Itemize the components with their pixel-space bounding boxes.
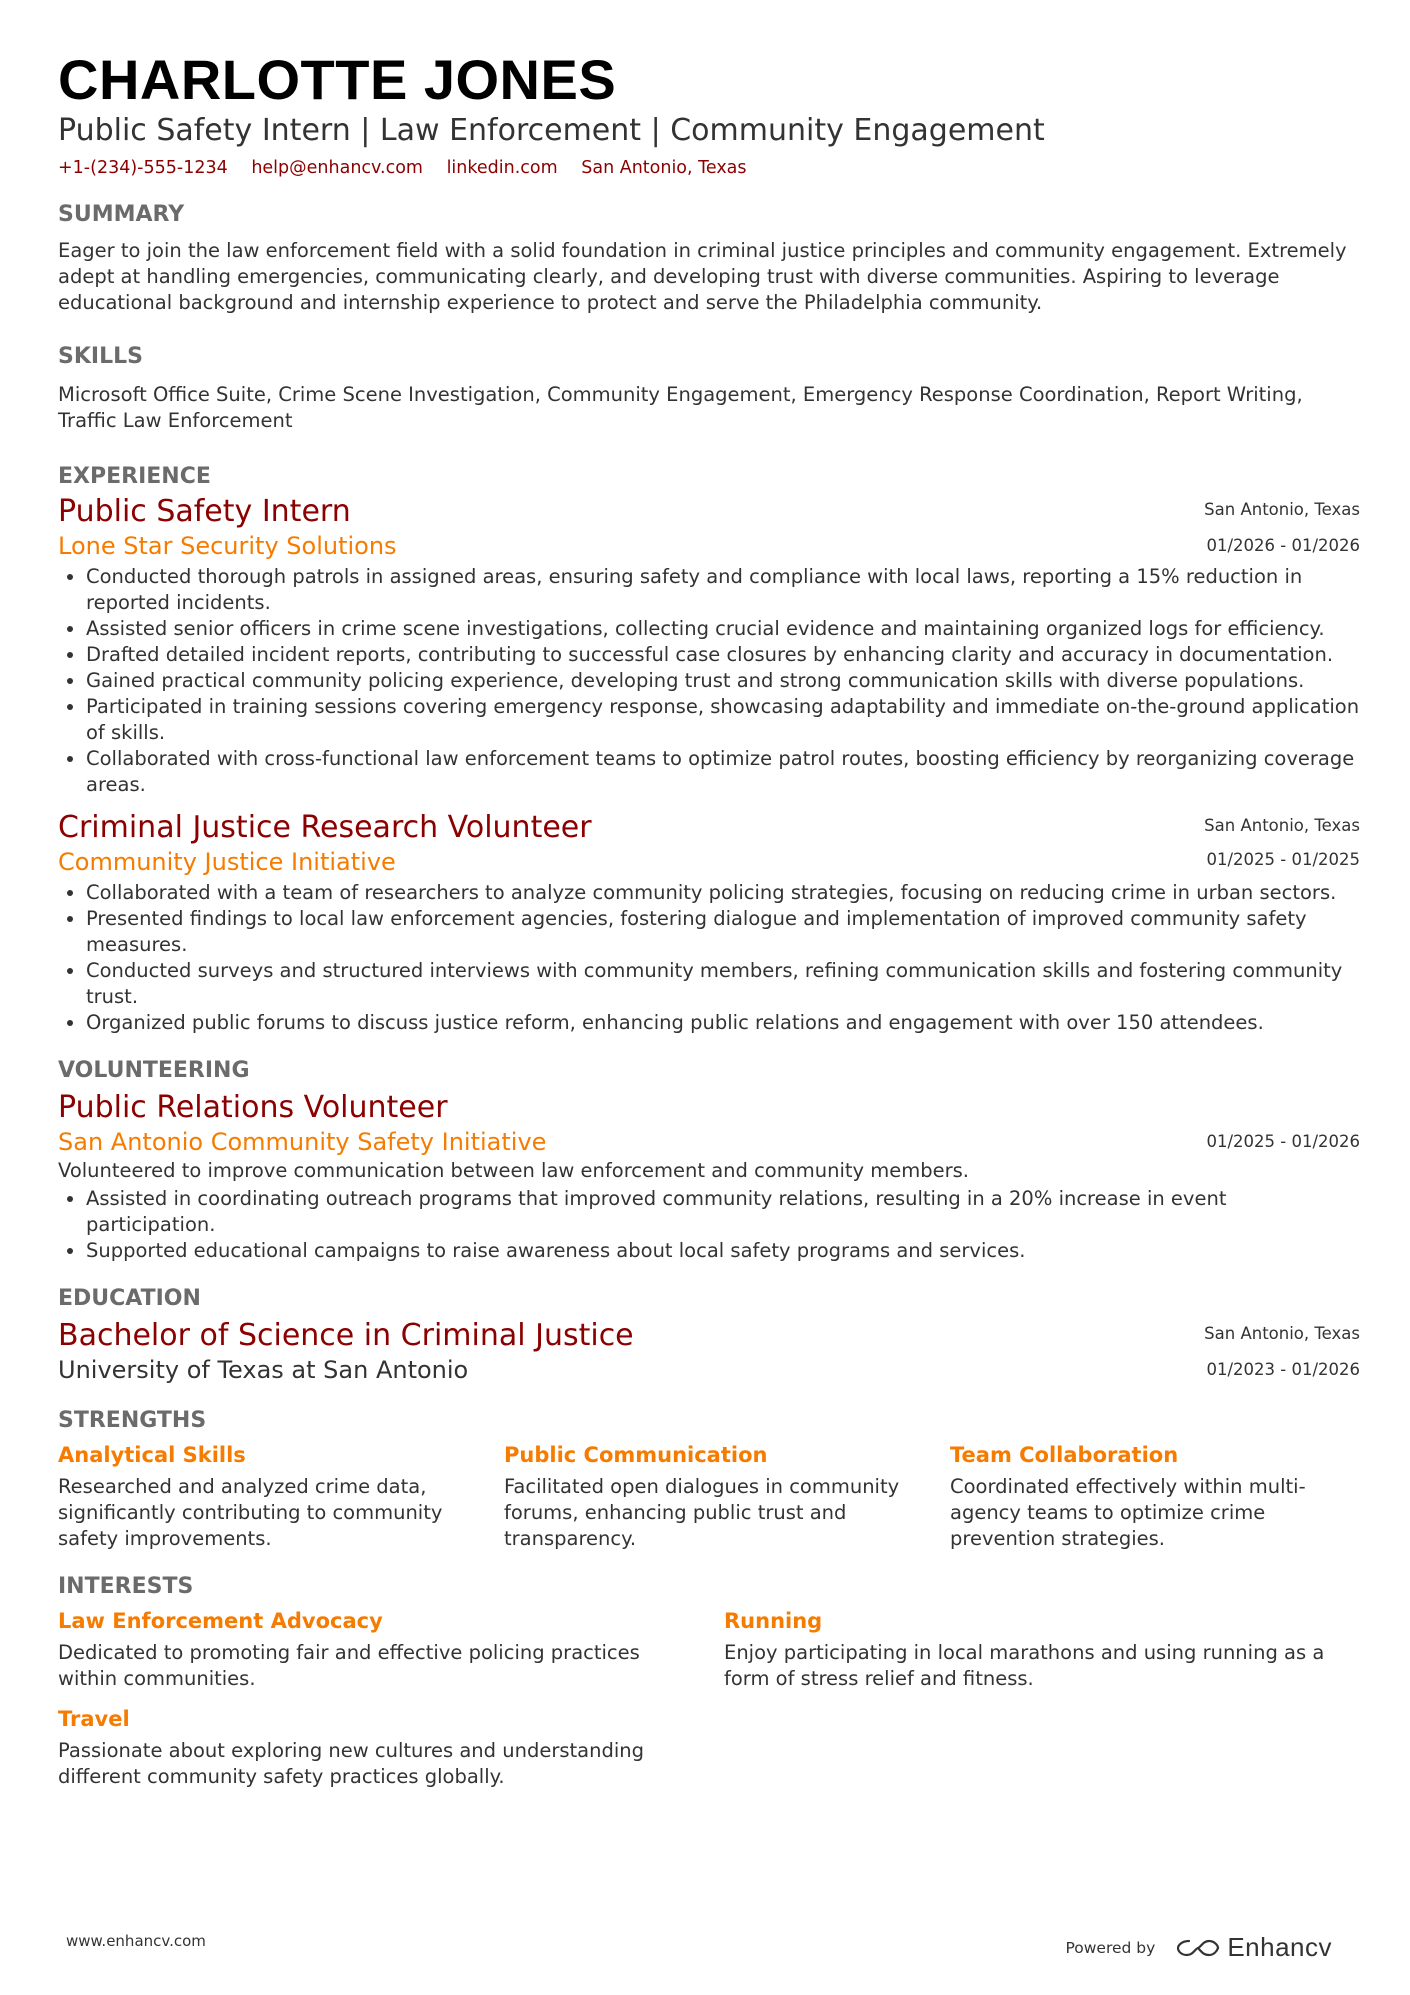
entry-dates: 01/2025 - 01/2026: [1206, 1132, 1360, 1151]
header: [58, 48, 1360, 180]
interest-title: Law Enforcement Advocacy: [58, 1609, 383, 1633]
strength-text: Coordinated effectively within multi-agency teams to optimize crime prevention strategies.: [950, 1475, 1306, 1550]
section-title-education: EDUCATION: [58, 1286, 201, 1311]
section-title-interests: INTERESTS: [58, 1574, 194, 1599]
interest-text: Dedicated to promoting fair and effective policing practices within communities.: [58, 1641, 640, 1690]
interest-item: [724, 1606, 1344, 1692]
section-title-skills: SKILLS: [58, 344, 143, 369]
phone[interactable]: +1-(234)-555-1234: [58, 158, 228, 178]
bullet-item: • Organized public forums to discuss justice reform, enhancing public relations and engagement with over 150 attendees.: [86, 1010, 1360, 1036]
bullet-item: • Conducted surveys and structured interviews with community members, refining communication skills and fostering community trust.: [86, 958, 1360, 1010]
skills-text: Microsoft Office Suite, Crime Scene Investigation, Community Engagement, Emergency Response Coordination, Report Writing, Traffic Law Enforcement: [58, 383, 1303, 432]
entry-dates: 01/2026 - 01/2026: [1206, 536, 1360, 555]
bullet-item: • Conducted thorough patrols in assigned areas, ensuring safety and compliance with local laws, reporting a 15% reduction in reported incidents.: [86, 564, 1360, 616]
strength-title: Team Collaboration: [950, 1443, 1179, 1467]
interest-item: [58, 1606, 678, 1692]
experience-entry: [58, 494, 1360, 798]
section-title-strengths: STRENGTHS: [58, 1408, 207, 1433]
summary-section: [58, 200, 1360, 316]
section-title-volunteering: VOLUNTEERING: [58, 1058, 250, 1083]
powered-by-label: Powered by: [1065, 1938, 1156, 1957]
interest-title: Travel: [58, 1707, 130, 1731]
entry-role: Public Relations Volunteer: [58, 1090, 448, 1125]
section-title-summary: SUMMARY: [58, 202, 185, 227]
skills-section: [58, 342, 1360, 434]
strength-item: [504, 1440, 914, 1552]
location: San Antonio, Texas: [581, 158, 747, 178]
candidate-tagline: Public Safety Intern | Law Enforcement | Community Engagement: [58, 113, 1045, 148]
footer-branding: [1065, 1932, 1332, 1963]
entry-organization: Community Justice Initiative: [58, 848, 396, 876]
resume-page: [58, 48, 1360, 1790]
enhancv-logo-icon: [1175, 1936, 1221, 1960]
contact-line: [58, 156, 1360, 180]
strengths-grid: [58, 1440, 1360, 1552]
bullet-item: • Supported educational campaigns to raise awareness about local safety programs and services.: [86, 1238, 1360, 1264]
footer-website[interactable]: www.enhancv.com: [66, 1932, 206, 1950]
entry-bullets: [58, 564, 1360, 798]
entry-location: San Antonio, Texas: [1204, 816, 1360, 835]
bullet-item: • Assisted in coordinating outreach programs that improved community relations, resulting in a 20% increase in event participation.: [86, 1186, 1360, 1238]
experience-entry: [58, 810, 1360, 1036]
entry-school: University of Texas at San Antonio: [58, 1356, 469, 1384]
volunteering-entry: [58, 1090, 1360, 1264]
entry-dates: 01/2023 - 01/2026: [1206, 1360, 1360, 1379]
entry-location: San Antonio, Texas: [1204, 1324, 1360, 1343]
strength-item: [58, 1440, 468, 1552]
bullet-item: • Drafted detailed incident reports, contributing to successful case closures by enhancing clarity and accuracy in documentation.: [86, 642, 1360, 668]
entry-description: Volunteered to improve communication between law enforcement and community members.: [58, 1159, 969, 1182]
interests-grid: [58, 1606, 1360, 1790]
entry-organization: San Antonio Community Safety Initiative: [58, 1128, 547, 1156]
education-entry: [58, 1318, 1360, 1386]
entry-location: San Antonio, Texas: [1204, 500, 1360, 519]
interest-item: [58, 1704, 678, 1790]
interest-text: Passionate about exploring new cultures and understanding different community safety practices globally.: [58, 1739, 644, 1788]
section-title-experience: EXPERIENCE: [58, 464, 211, 489]
strength-title: Analytical Skills: [58, 1443, 246, 1467]
candidate-name: CHARLOTTE JONES: [58, 48, 617, 111]
bullet-item: • Collaborated with a team of researchers to analyze community policing strategies, focusing on reducing crime in urban sectors.: [86, 880, 1360, 906]
linkedin-link[interactable]: linkedin.com: [446, 158, 558, 178]
bullet-item: • Gained practical community policing experience, developing trust and strong communication skills with diverse populations.: [86, 668, 1360, 694]
entry-dates: 01/2025 - 01/2025: [1206, 850, 1360, 869]
entry-bullets: [58, 1186, 1360, 1264]
strength-item: [950, 1440, 1360, 1552]
strength-title: Public Communication: [504, 1443, 768, 1467]
interest-text: Enjoy participating in local marathons and using running as a form of stress relief and fitness.: [724, 1641, 1325, 1690]
interest-title: Running: [724, 1609, 823, 1633]
education-section: [58, 1284, 1360, 1386]
strengths-section: [58, 1406, 1360, 1552]
entry-role: Public Safety Intern: [58, 494, 351, 529]
brand-name: Enhancv: [1227, 1932, 1332, 1962]
interests-section: [58, 1572, 1360, 1790]
entry-role: Criminal Justice Research Volunteer: [58, 810, 592, 845]
entry-organization: Lone Star Security Solutions: [58, 532, 397, 560]
bullet-item: • Presented findings to local law enforcement agencies, fostering dialogue and implementation of improved community safety measures.: [86, 906, 1360, 958]
email-link[interactable]: help@enhancv.com: [251, 158, 423, 178]
experience-section: [58, 462, 1360, 1036]
summary-text: Eager to join the law enforcement field with a solid foundation in criminal justice principles and community engagement. Extremely adept at handling emergencies, communicating clearly, and developing trust with diverse communities. Aspiring to leverage educational background and internship experience to protect and serve the Philadelphia community.: [58, 239, 1347, 314]
bullet-item: • Assisted senior officers in crime scene investigations, collecting crucial evidence and maintaining organized logs for efficiency.: [86, 616, 1360, 642]
entry-degree: Bachelor of Science in Criminal Justice: [58, 1318, 634, 1353]
volunteering-section: [58, 1056, 1360, 1264]
bullet-item: • Collaborated with cross-functional law enforcement teams to optimize patrol routes, boosting efficiency by reorganizing coverage areas.: [86, 746, 1360, 798]
entry-bullets: [58, 880, 1360, 1036]
strength-text: Researched and analyzed crime data, significantly contributing to community safety improvements.: [58, 1475, 443, 1550]
bullet-item: • Participated in training sessions covering emergency response, showcasing adaptability and immediate on-the-ground application of skills.: [86, 694, 1360, 746]
strength-text: Facilitated open dialogues in community forums, enhancing public trust and transparency.: [504, 1475, 900, 1550]
